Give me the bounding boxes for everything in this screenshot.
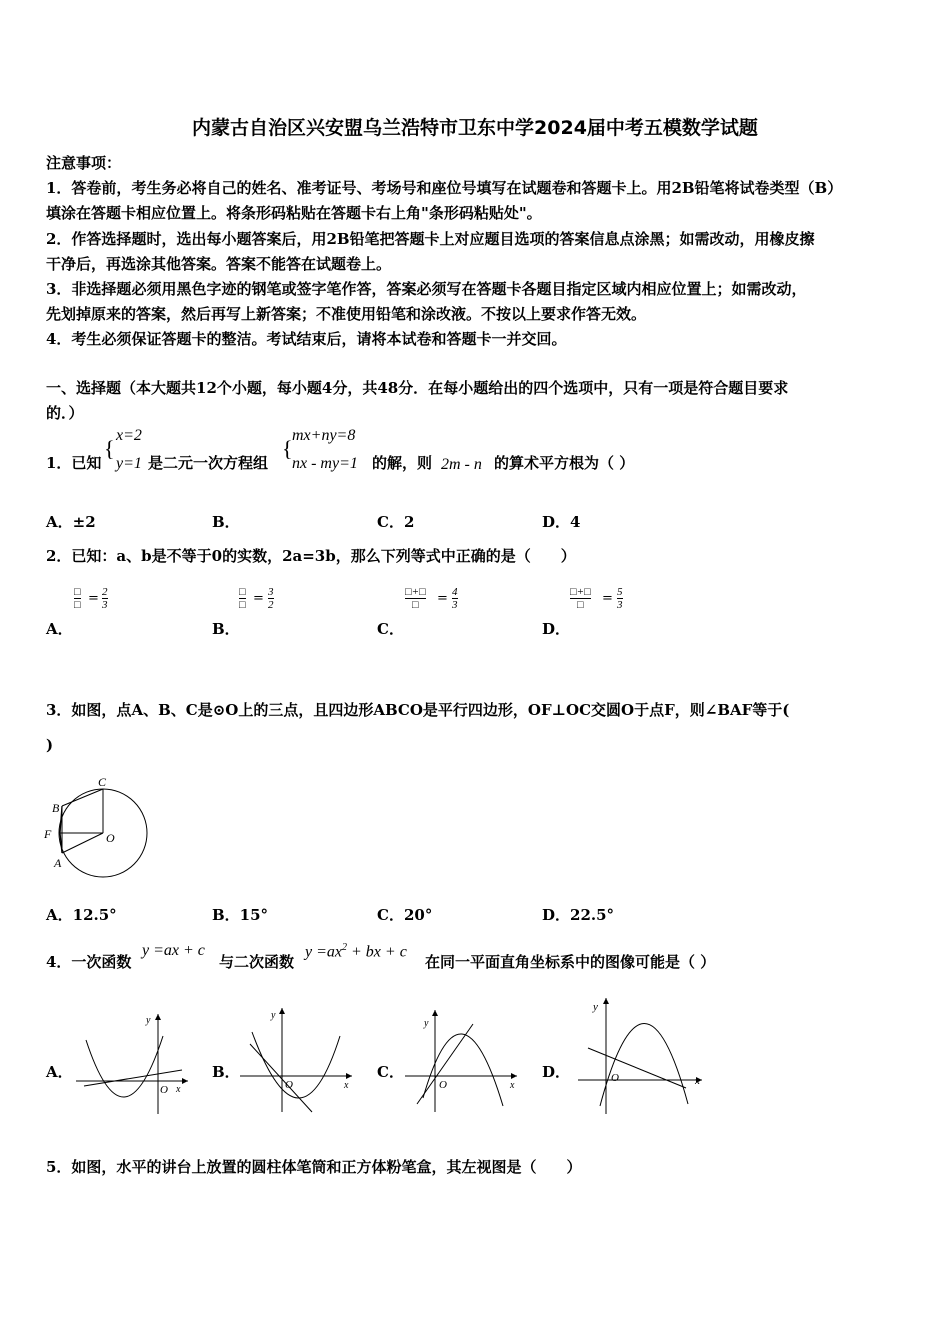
q4-quadratic-function [305, 942, 407, 961]
q1-mid2: 的解，则 [372, 454, 433, 472]
q4-option-c-graph [405, 1006, 525, 1116]
q4-option-a[interactable]: A． [46, 1063, 73, 1081]
axis-label-y: y [271, 1010, 276, 1021]
equals-sign: = [437, 591, 448, 606]
q2-option-d-left-fraction [570, 586, 591, 611]
q2-option-a-left-fraction [74, 586, 81, 611]
q2-option-d-label: D． [542, 620, 571, 638]
origin-label: O [611, 1072, 619, 1084]
notes-line: 先划掉原来的答案，然后再写上新答案；不准使用铅笔和涂改液。不按以上要求作答无效。 [46, 305, 647, 323]
q4-option-c[interactable]: C． [377, 1063, 404, 1081]
notes-line: 3．非选择题必须用黑色字迹的钢笔或签字笔作答，答案必须写在答题卡各题目指定区域内相应位置上；如需改动， [46, 280, 807, 298]
q1-brace-2: { [282, 436, 293, 461]
q4-option-b-graph [240, 1004, 360, 1114]
q1-prefix: 1．已知 [46, 454, 102, 472]
origin-label: O [439, 1079, 447, 1091]
equals-sign: = [88, 591, 99, 606]
q3-circle-figure [40, 772, 160, 884]
fraction-denominator: □ [570, 598, 591, 611]
q3-option-b[interactable]: B．15° [212, 906, 269, 924]
fraction-denominator: □ [405, 598, 426, 611]
q4-suffix: 在同一平面直角坐标系中的图像可能是（ ） [425, 953, 716, 971]
fraction-numerator: 4 [452, 586, 458, 598]
notes-line: 1．答卷前，考生务必将自己的姓名、准考证号、考场号和座位号填写在试题卷和答题卡上。用2B铅笔将试卷类型（B） [46, 179, 843, 197]
fraction-numerator: 3 [268, 586, 274, 598]
notes-line: 4．考生必须保证答题卡的整洁。考试结束后，请将本试卷和答题卡一并交回。 [46, 330, 567, 348]
fraction-denominator: 3 [617, 599, 623, 611]
q2-option-b-label: B． [212, 620, 240, 638]
q4-option-d-graph [578, 994, 708, 1116]
q3-option-a[interactable]: A．12.5° [46, 906, 117, 924]
axis-label-x: x [344, 1080, 349, 1091]
notes-heading: 注意事项： [46, 154, 122, 172]
point-label-f: F [44, 827, 52, 841]
fraction-denominator: □ [74, 599, 81, 611]
point-label-a: A [54, 856, 62, 870]
q2-option-c-right-fraction [452, 586, 458, 611]
q3-stem: 3．如图，点A、B、C是⊙O上的三点，且四边形ABCO是平行四边形，OF⊥OC交圆O于点F，则∠BAF等于( [46, 701, 790, 719]
q3-option-d[interactable]: D．22.5° [542, 906, 615, 924]
q4-option-a-graph [76, 1010, 196, 1115]
point-label-c: C [98, 775, 107, 789]
axis-label-x: x [695, 1075, 700, 1087]
q1-sys1-eq2: y=1 [116, 455, 142, 472]
point-label-o: O [106, 831, 115, 845]
q4-linear-function: y =ax + c [142, 942, 205, 959]
q1-sys2-eq1: mx+ny=8 [292, 427, 356, 444]
q1-option-c[interactable]: C．2 [377, 513, 415, 531]
origin-label: O [285, 1079, 293, 1091]
fraction-numerator: □ [239, 586, 246, 598]
fraction-numerator: □+□ [570, 586, 591, 598]
q4-option-b[interactable]: B． [212, 1063, 240, 1081]
q2-option-d-right-fraction [617, 586, 623, 611]
axis-label-y: y [424, 1018, 429, 1029]
q1-mid: 是二元一次方程组 [148, 454, 269, 472]
fraction-numerator: 2 [102, 586, 108, 598]
q1-sys1-eq1: x=2 [116, 427, 142, 444]
q4-quadratic-rest: + bx + c [347, 943, 407, 961]
fraction-denominator: 2 [268, 599, 274, 611]
q2-option-a-label: A． [46, 620, 73, 638]
equals-sign: = [253, 591, 264, 606]
axis-label-x: x [510, 1080, 515, 1091]
q2-option-c-left-fraction [405, 586, 426, 611]
q3-option-c[interactable]: C．20° [377, 906, 433, 924]
origin-label: O [160, 1084, 168, 1096]
q2-option-c-label: C． [377, 620, 404, 638]
fraction-denominator: □ [239, 599, 246, 611]
q4-quadratic-part: y =ax [305, 943, 342, 961]
q1-brace-1: { [104, 436, 115, 461]
q5-stem: 5．如图，水平的讲台上放置的圆柱体笔筒和正方体粉笔盒，其左视图是（ ） [46, 1158, 582, 1176]
axis-label-y: y [146, 1015, 151, 1026]
notes-line: 2．作答选择题时，选出每小题答案后，用2B铅笔把答题卡上对应题目选项的答案信息点涂黑；如需改动，用橡皮擦 [46, 230, 815, 248]
q2-stem: 2．已知：a、b是不等于0的实数，2a=3b，那么下列等式中正确的是（ ） [46, 547, 576, 565]
fraction-numerator: □+□ [405, 586, 426, 598]
axis-label-y: y [593, 1001, 598, 1013]
q2-option-b-left-fraction [239, 586, 246, 611]
q3-stem-cont: ) [46, 736, 54, 754]
fraction-denominator: 3 [102, 599, 108, 611]
q1-expression: 2m - n [441, 456, 482, 473]
q4-quadratic-exponent: 2 [342, 942, 347, 953]
fraction-numerator: □ [74, 586, 81, 598]
section-heading-cont: 的．） [46, 404, 84, 422]
q4-mid: 与二次函数 [219, 953, 295, 971]
axis-label-x: x [176, 1084, 181, 1095]
notes-line: 填涂在答题卡相应位置上。将条形码粘贴在答题卡右上角"条形码粘贴处"。 [46, 204, 542, 222]
page-title: 内蒙古自治区兴安盟乌兰浩特市卫东中学2024届中考五模数学试题 [192, 117, 758, 139]
q1-option-d[interactable]: D．4 [542, 513, 581, 531]
section-heading: 一、选择题（本大题共12个小题，每小题4分，共48分．在每小题给出的四个选项中，只有一项是符合题目要求 [46, 379, 789, 397]
fraction-denominator: 3 [452, 599, 458, 611]
fraction-numerator: 5 [617, 586, 623, 598]
q1-option-b[interactable]: B． [212, 513, 240, 531]
notes-line: 干净后，再选涂其他答案。答案不能答在试题卷上。 [46, 255, 392, 273]
q1-sys2-eq2: nx - my=1 [292, 455, 358, 472]
q2-option-a-right-fraction [102, 586, 108, 611]
q4-option-d[interactable]: D． [542, 1063, 571, 1081]
q1-option-a[interactable]: A．±2 [46, 513, 96, 531]
q2-option-b-right-fraction [268, 586, 274, 611]
equals-sign: = [602, 591, 613, 606]
q4-prefix: 4．一次函数 [46, 953, 132, 971]
q1-suffix: 的算术平方根为（ ） [494, 454, 635, 472]
point-label-b: B [52, 801, 60, 815]
